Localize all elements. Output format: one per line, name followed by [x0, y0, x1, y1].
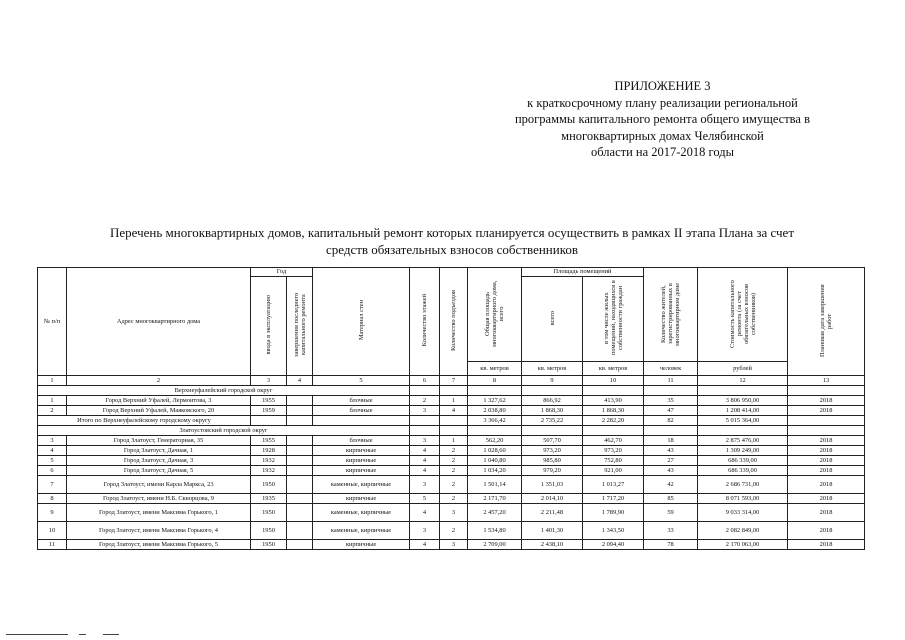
table-row — [38, 522, 865, 540]
cell-area-owned: 752,80 — [583, 456, 644, 466]
cell-area-total: 1 351,03 — [522, 476, 583, 494]
table-row — [38, 540, 865, 550]
cell-area-total: 1 868,30 — [522, 406, 583, 416]
cell-entrances: 2 — [440, 466, 468, 476]
cell-address: Город Верхний Уфалей, Лермонтова, 3 — [67, 396, 251, 406]
column-number: 9 — [522, 376, 583, 386]
cell-date: 2018 — [788, 436, 865, 446]
column-number: 4 — [287, 376, 313, 386]
cell-cost: 8 071 593,00 — [698, 494, 788, 504]
empty-cell — [522, 386, 583, 396]
cell-entrances: 2 — [440, 476, 468, 494]
table-row — [38, 494, 865, 504]
cell-repair — [287, 466, 313, 476]
table-body — [38, 386, 865, 550]
cell-repair — [287, 446, 313, 456]
cell-built: 1950 — [251, 540, 287, 550]
cell-area-owned: 413,90 — [583, 396, 644, 406]
empty-cell — [788, 386, 865, 396]
cell-address: Город Златоуст, имени Максима Горького, 1 — [67, 504, 251, 522]
cell-floors: 3 — [410, 406, 440, 416]
cell-residents: 43 — [644, 446, 698, 456]
cell-floors: 3 — [410, 476, 440, 494]
cell-area-owned: 462,70 — [583, 436, 644, 446]
cell-floors: 3 — [410, 522, 440, 540]
document-title-line: Перечень многоквартирных домов, капитальный ремонт которых планируется осуществить в рамках II этапа Плана за счет — [110, 225, 794, 240]
header-year-last-repair: завершения последнего капитального ремонта — [287, 277, 313, 376]
empty-cell — [644, 386, 698, 396]
cell-address: Город Златоуст, имени Максима Горького, 4 — [67, 522, 251, 540]
empty-cell — [583, 386, 644, 396]
cell-cost: 2 686 731,00 — [698, 476, 788, 494]
cell-cost: 2 082 849,00 — [698, 522, 788, 540]
cell-repair — [287, 494, 313, 504]
cell-repair — [287, 456, 313, 466]
total-total-area: 3 366,42 — [468, 416, 522, 426]
empty-cell — [583, 426, 644, 436]
column-number: 7 — [440, 376, 468, 386]
cell-cost: 3 806 950,00 — [698, 396, 788, 406]
cell-cost: 686 339,00 — [698, 466, 788, 476]
table-row — [38, 396, 865, 406]
header-row — [38, 268, 865, 277]
cell-date: 2018 — [788, 446, 865, 456]
cell-material: блочные — [313, 436, 410, 446]
cell-area-total: 979,20 — [522, 466, 583, 476]
cell-address: Город Верхний Уфалей, Маяковского, 20 — [67, 406, 251, 416]
cell-address: Город Златоуст, имени Максима Горького, 5 — [67, 540, 251, 550]
appendix-header — [455, 78, 870, 161]
column-numbers-row — [38, 376, 865, 386]
cell-material: каменные, кирпичные — [313, 522, 410, 540]
total-row — [38, 416, 865, 426]
cell-date: 2018 — [788, 396, 865, 406]
table-row — [38, 504, 865, 522]
cell-floors: 3 — [410, 436, 440, 446]
cell-address: Город Златоуст, Дачная, 5 — [67, 466, 251, 476]
cell-area-owned: 1 013,27 — [583, 476, 644, 494]
cell-address: Город Златоуст, имени Н.Б. Скворцова, 9 — [67, 494, 251, 504]
cell-material: каменные, кирпичные — [313, 504, 410, 522]
cell-repair — [287, 476, 313, 494]
empty-cell — [468, 386, 522, 396]
cell-date: 2018 — [788, 456, 865, 466]
column-number: 3 — [251, 376, 287, 386]
cell-date: 2018 — [788, 504, 865, 522]
cell-n: 10 — [38, 522, 67, 540]
empty-cell — [410, 416, 440, 426]
cell-built: 1935 — [251, 494, 287, 504]
cell-built: 1928 — [251, 446, 287, 456]
header-year-built: ввода в эксплуатацию — [251, 277, 287, 376]
empty-cell — [410, 426, 440, 436]
column-number: 6 — [410, 376, 440, 386]
empty-cell — [313, 416, 410, 426]
empty-cell — [788, 416, 865, 426]
cell-date: 2018 — [788, 522, 865, 540]
footer-divider — [6, 634, 68, 635]
cell-area-total: 2 014,10 — [522, 494, 583, 504]
cell-entrances: 2 — [440, 446, 468, 456]
cell-material: кирпичные — [313, 494, 410, 504]
cell-area-owned: 973,20 — [583, 446, 644, 456]
cell-total-area: 562,20 — [468, 436, 522, 446]
cell-area-owned: 1 717,20 — [583, 494, 644, 504]
table-row — [38, 436, 865, 446]
empty-cell — [644, 426, 698, 436]
cell-n: 3 — [38, 436, 67, 446]
cell-area-total: 1 401,30 — [522, 522, 583, 540]
footer-divider — [79, 634, 86, 635]
cell-floors: 4 — [410, 540, 440, 550]
cell-repair — [287, 396, 313, 406]
unit-cost: рублей — [698, 362, 788, 376]
cell-material: каменные, кирпичные — [313, 476, 410, 494]
cell-material: кирпичные — [313, 446, 410, 456]
cell-address: Город Златоуст, имени Карла Маркса, 23 — [67, 476, 251, 494]
column-number: 1 — [38, 376, 67, 386]
column-number: 10 — [583, 376, 644, 386]
header-address: Адрес многоквартирного дома — [67, 268, 251, 376]
cell-repair — [287, 436, 313, 446]
cell-material: кирпичные — [313, 540, 410, 550]
cell-built: 1950 — [251, 522, 287, 540]
cell-entrances: 1 — [440, 436, 468, 446]
appendix-line: программы капитального ремонта общего имущества в — [514, 112, 810, 126]
cell-total-area: 2 038,80 — [468, 406, 522, 416]
total-cost: 5 015 364,00 — [698, 416, 788, 426]
header-residents: Количество жителей, зарегистрированных в многоквартирном доме — [644, 268, 698, 362]
cell-total-area: 1 040,80 — [468, 456, 522, 466]
cell-floors: 5 — [410, 494, 440, 504]
cell-built: 1955 — [251, 436, 287, 446]
cell-n: 5 — [38, 456, 67, 466]
cell-n: 8 — [38, 494, 67, 504]
empty-cell — [468, 426, 522, 436]
total-area-owned: 2 282,20 — [583, 416, 644, 426]
header-area-group: Площадь помещений — [522, 268, 644, 277]
cell-entrances: 2 — [440, 494, 468, 504]
cell-entrances: 4 — [440, 406, 468, 416]
unit-area-owned: кв. метров — [583, 362, 644, 376]
cell-area-total: 866,92 — [522, 396, 583, 406]
cell-total-area: 2 457,20 — [468, 504, 522, 522]
empty-cell — [698, 426, 788, 436]
table-row — [38, 466, 865, 476]
cell-built: 1959 — [251, 406, 287, 416]
cell-repair — [287, 522, 313, 540]
houses-table — [37, 267, 865, 550]
cell-repair — [287, 540, 313, 550]
cell-cost: 2 875 476,00 — [698, 436, 788, 446]
cell-area-owned: 1 868,30 — [583, 406, 644, 416]
empty-cell — [698, 386, 788, 396]
appendix-line: области на 2017-2018 годы — [590, 145, 735, 159]
cell-built: 1955 — [251, 396, 287, 406]
empty-cell — [440, 386, 468, 396]
header-year-group: Год — [251, 268, 313, 277]
cell-cost: 1 208 414,00 — [698, 406, 788, 416]
empty-cell — [522, 426, 583, 436]
cell-area-total: 507,70 — [522, 436, 583, 446]
table-row — [38, 476, 865, 494]
group-row — [38, 386, 865, 396]
cell-material: кирпичные — [313, 466, 410, 476]
group-row — [38, 426, 865, 436]
empty-cell — [788, 426, 865, 436]
cell-n: 11 — [38, 540, 67, 550]
cell-entrances: 3 — [440, 540, 468, 550]
cell-date: 2018 — [788, 540, 865, 550]
cell-date: 2018 — [788, 494, 865, 504]
empty-cell — [410, 386, 440, 396]
cell-cost: 9 033 314,00 — [698, 504, 788, 522]
cell-n: 9 — [38, 504, 67, 522]
table-row — [38, 446, 865, 456]
cell-area-owned: 1 343,50 — [583, 522, 644, 540]
header-floors: Количество этажей — [410, 268, 440, 376]
cell-n: 1 — [38, 396, 67, 406]
cell-total-area: 1 327,62 — [468, 396, 522, 406]
cell-entrances: 3 — [440, 504, 468, 522]
cell-floors: 4 — [410, 466, 440, 476]
cell-residents: 43 — [644, 466, 698, 476]
header-area-total: всего — [522, 277, 583, 362]
unit-total-area: кв. метров — [468, 362, 522, 376]
cell-area-owned: 1 789,90 — [583, 504, 644, 522]
cell-area-total: 973,20 — [522, 446, 583, 456]
empty-cell — [440, 416, 468, 426]
total-residents: 82 — [644, 416, 698, 426]
cell-residents: 47 — [644, 406, 698, 416]
column-number: 5 — [313, 376, 410, 386]
cell-n: 7 — [38, 476, 67, 494]
cell-residents: 78 — [644, 540, 698, 550]
cell-area-owned: 2 094,40 — [583, 540, 644, 550]
cell-address: Город Златоуст, Дачная, 3 — [67, 456, 251, 466]
unit-area-total: кв. метров — [522, 362, 583, 376]
cell-built: 1932 — [251, 466, 287, 476]
unit-residents: человек — [644, 362, 698, 376]
cell-total-area: 1 501,14 — [468, 476, 522, 494]
header-entrances: Количество подъездов — [440, 268, 468, 376]
empty-cell — [287, 416, 313, 426]
column-number: 11 — [644, 376, 698, 386]
appendix-title: ПРИЛОЖЕНИЕ 3 — [614, 79, 711, 93]
cell-cost: 686 339,00 — [698, 456, 788, 466]
group-name: Златоустовский городской округ — [38, 426, 410, 436]
appendix-line: к краткосрочному плану реализации региональной — [527, 95, 798, 110]
cell-floors: 4 — [410, 504, 440, 522]
document-title — [18, 224, 886, 258]
table-row — [38, 456, 865, 466]
column-number: 2 — [67, 376, 251, 386]
cell-residents: 27 — [644, 456, 698, 466]
header-num: № п/п — [38, 268, 67, 376]
cell-date: 2018 — [788, 466, 865, 476]
cell-floors: 2 — [410, 396, 440, 406]
cell-entrances: 2 — [440, 456, 468, 466]
cell-area-total: 985,80 — [522, 456, 583, 466]
header-planned-date: Плановая дата завершения работ — [788, 268, 865, 376]
total-label: Итого по Верхнеуфалейскому городскому округу — [38, 416, 251, 426]
empty-cell — [440, 426, 468, 436]
cell-n: 2 — [38, 406, 67, 416]
cell-area-owned: 921,00 — [583, 466, 644, 476]
appendix-line: многоквартирных домах Челябинской — [561, 128, 764, 143]
cell-address: Город Златоуст, Дачная, 1 — [67, 446, 251, 456]
cell-entrances: 2 — [440, 522, 468, 540]
cell-n: 6 — [38, 466, 67, 476]
cell-material: блочные — [313, 406, 410, 416]
cell-total-area: 2 709,00 — [468, 540, 522, 550]
total-area-total: 2 735,22 — [522, 416, 583, 426]
cell-entrances: 1 — [440, 396, 468, 406]
cell-area-total: 2 438,10 — [522, 540, 583, 550]
cell-residents: 33 — [644, 522, 698, 540]
header-cost: Стоимость капитального ремонта (за счет обязательных взносов собственников) — [698, 268, 788, 362]
group-name: Верхнеуфалейский городской округ — [38, 386, 410, 396]
table-row — [38, 406, 865, 416]
cell-cost: 2 170 063,00 — [698, 540, 788, 550]
column-number: 12 — [698, 376, 788, 386]
cell-n: 4 — [38, 446, 67, 456]
column-number: 8 — [468, 376, 522, 386]
cell-residents: 42 — [644, 476, 698, 494]
footer-divider — [103, 634, 119, 635]
cell-material: блочные — [313, 396, 410, 406]
cell-total-area: 2 171,70 — [468, 494, 522, 504]
cell-repair — [287, 504, 313, 522]
header-wall-material: Материал стен — [313, 268, 410, 376]
cell-repair — [287, 406, 313, 416]
document-title-line: средств обязательных взносов собственников — [325, 242, 578, 257]
cell-total-area: 1 034,20 — [468, 466, 522, 476]
cell-total-area: 1 028,60 — [468, 446, 522, 456]
cell-material: кирпичные — [313, 456, 410, 466]
cell-total-area: 1 534,80 — [468, 522, 522, 540]
cell-residents: 35 — [644, 396, 698, 406]
cell-residents: 59 — [644, 504, 698, 522]
cell-date: 2018 — [788, 476, 865, 494]
cell-floors: 4 — [410, 446, 440, 456]
cell-floors: 4 — [410, 456, 440, 466]
cell-area-total: 2 211,48 — [522, 504, 583, 522]
empty-cell — [251, 416, 287, 426]
cell-built: 1950 — [251, 476, 287, 494]
cell-residents: 85 — [644, 494, 698, 504]
cell-cost: 1 309 249,00 — [698, 446, 788, 456]
cell-built: 1932 — [251, 456, 287, 466]
header-total-area: Общая площадь многоквартирного дома, всего — [468, 268, 522, 362]
header-area-owned: в том числе жилых помещений, находящихся в собственности граждан — [583, 277, 644, 362]
column-number: 13 — [788, 376, 865, 386]
cell-date: 2018 — [788, 406, 865, 416]
cell-address: Город Златоуст, Генераторная, 35 — [67, 436, 251, 446]
cell-residents: 18 — [644, 436, 698, 446]
cell-built: 1950 — [251, 504, 287, 522]
